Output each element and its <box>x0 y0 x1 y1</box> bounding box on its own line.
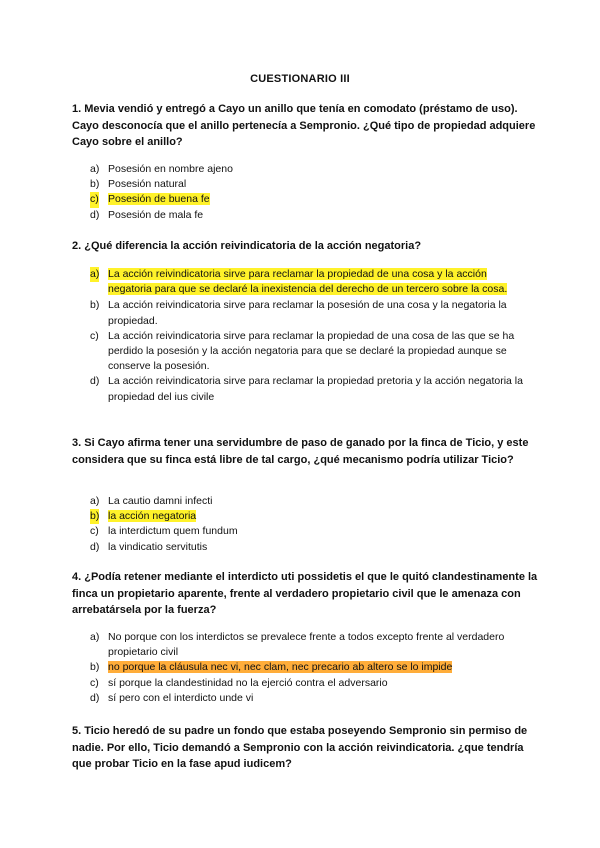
option-marker: d) <box>90 208 100 221</box>
option-text: La acción reivindicatoria sirve para reclamar la propiedad pretoria y la acción negatoria la propiedad del ius civile <box>108 375 523 403</box>
option-4b-highlighted <box>72 660 532 675</box>
option-3a <box>72 494 532 509</box>
option-text: La cautio damni infecti <box>108 495 213 507</box>
option-text: La acción reivindicatoria sirve para reclamar la propiedad de una cosa y la acción negatoria para que se declaré la inexistencia del derecho de un tercero sobre la cosa. <box>108 268 508 296</box>
option-text: la vindicatio servitutis <box>108 540 208 553</box>
option-1d <box>72 208 532 223</box>
option-marker: c) <box>90 329 99 342</box>
option-2c <box>72 329 532 375</box>
option-text: Posesión en nombre ajeno <box>108 163 233 175</box>
question-2-options <box>72 267 532 405</box>
option-2a-highlighted <box>72 267 532 297</box>
option-marker: b) <box>90 661 100 674</box>
option-marker: a) <box>90 163 100 175</box>
option-text: No porque con los interdictos se prevalece frente a todos excepto frente al verdadero propietario civil <box>108 631 505 659</box>
option-marker: d) <box>90 691 100 704</box>
question-4-text: 4. ¿Podía retener mediante el interdicto uti possidetis el que le quitó clandestinamente la finca un propietario aparente, frente al verdadero propietario civil que le amenaza con arrebatársela por la fuerza? <box>72 571 538 616</box>
option-2d <box>72 374 532 404</box>
option-marker: d) <box>90 375 100 388</box>
option-3b-highlighted <box>72 509 532 524</box>
option-text: sí pero con el interdicto unde vi <box>108 691 254 704</box>
option-text: Posesión natural <box>108 178 187 191</box>
option-marker: c) <box>90 192 99 207</box>
option-text: La acción reivindicatoria sirve para reclamar la propiedad de una cosa de las que se ha perdido la posesión y la acción negatoria para que se declaré la propiedad aunque se conserve la posesión. <box>108 329 515 373</box>
option-marker: b) <box>90 509 99 524</box>
option-marker: b) <box>90 299 100 312</box>
option-marker: c) <box>90 676 99 689</box>
option-2b <box>72 298 532 328</box>
option-3d <box>72 540 532 555</box>
option-marker: b) <box>90 178 100 191</box>
option-4c <box>72 676 532 691</box>
option-text: sí porque la clandestinidad no la ejerció contra el adversario <box>108 676 388 689</box>
question-3-options <box>72 494 532 555</box>
option-text: Posesión de mala fe <box>108 208 204 221</box>
option-1c-highlighted <box>72 192 532 207</box>
page-title: CUESTIONARIO III <box>250 73 350 85</box>
option-text: no porque la cláusula nec vi, nec clam, nec precario ab altero se lo impide <box>108 661 453 674</box>
option-marker: d) <box>90 540 100 553</box>
option-marker: a) <box>90 495 100 507</box>
option-marker: a) <box>90 267 99 282</box>
option-marker: a) <box>90 631 100 643</box>
option-1a <box>72 162 532 177</box>
option-text: La acción reivindicatoria sirve para reclamar la posesión de una cosa y la negatoria la propiedad. <box>108 299 507 327</box>
option-3c <box>72 524 532 539</box>
question-5-text: 5. Ticio heredó de su padre un fondo que estaba poseyendo Sempronio sin permiso de nadie. Por ello, Ticio demandó a Sempronio con la acción reivindicatoria. ¿que tendría que probar Ticio en la fase apud iudicem? <box>72 725 528 770</box>
option-text: la acción negatoria <box>108 510 197 523</box>
option-text: Posesión de buena fe <box>108 193 210 206</box>
option-4d <box>72 691 532 706</box>
option-4a <box>72 630 532 660</box>
question-3-text: 3. Si Cayo afirma tener una servidumbre de paso de ganado por la finca de Ticio, y este considera que su finca está libre de tal cargo, ¿qué mecanismo podría utilizar Ticio? <box>72 437 529 466</box>
option-text: la interdictum quem fundum <box>108 525 238 538</box>
question-1-options <box>72 162 532 223</box>
option-1b <box>72 177 532 192</box>
question-1-text: 1. Mevia vendió y entregó a Cayo un anillo que tenía en comodato (préstamo de uso). Cayo desconocía que el anillo pertenecía a Sempronio. ¿Qué tipo de propiedad adquiere Cayo sobre el anillo? <box>72 103 536 148</box>
question-2-text: 2. ¿Qué diferencia la acción reivindicatoria de la acción negatoria? <box>72 240 422 252</box>
option-marker: c) <box>90 525 99 538</box>
question-4-options <box>72 630 532 706</box>
